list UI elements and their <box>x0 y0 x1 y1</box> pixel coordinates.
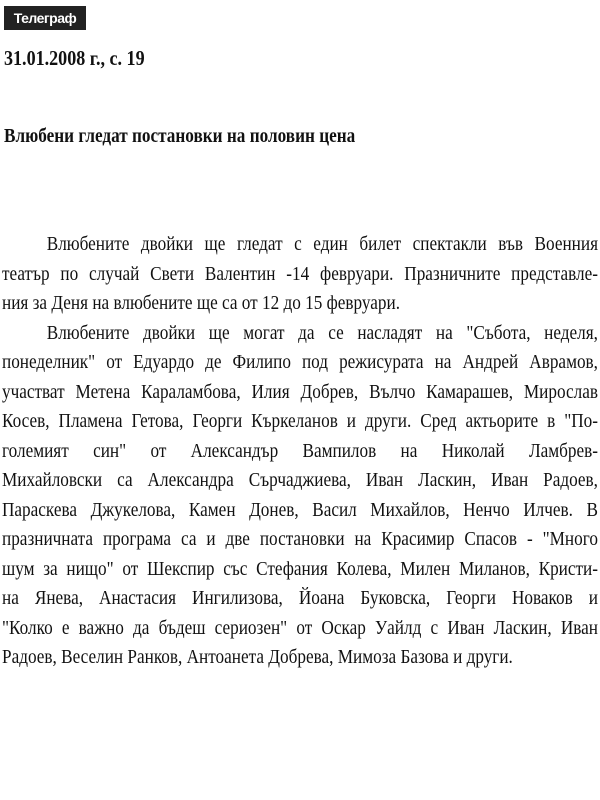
article-headline: Влюбени гледат постановки на половин цена <box>4 125 356 147</box>
text-line: шум за нищо" от Шекспир със Стефания Колева, Милен Миланов, Кристи- <box>2 557 598 580</box>
article-paragraph-1 <box>2 230 598 319</box>
text-line: Влюбените двойки ще могат да се насладят на "Събота, неделя, <box>46 321 598 344</box>
article-body <box>2 230 598 673</box>
publication-dateline: 31.01.2008 г., с. 19 <box>4 46 145 70</box>
article-paragraph-2 <box>2 319 598 673</box>
text-line: Параскева Джукелова, Камен Донев, Васил Михайлов, Ненчо Илчев. В <box>2 498 598 521</box>
text-line: Влюбените двойки ще гледат с един билет спектакли във Военния <box>46 233 598 255</box>
text-line: Михайловски са Александра Сърчаджиева, Иван Ласкин, Иван Радоев, <box>2 469 598 491</box>
text-line: празничната програма са и две постановки на Красимир Спасов - "Много <box>2 528 598 550</box>
text-line: големият син" от Александър Вампилов на Николай Ламбрев- <box>2 439 598 462</box>
text-line: Косев, Пламена Гетова, Георги Къркеланов и други. Сред актьорите в "По- <box>2 410 598 432</box>
text-line: театър по случай Свети Валентин -14 февруари. Празничните представле- <box>2 262 598 285</box>
text-line: на Янева, Анастасия Ингилизова, Йоана Буковска, Георги Новаков и <box>2 587 598 609</box>
text-line: ния за Деня на влюбените ще са от 12 до 15 февруари. <box>2 292 401 314</box>
text-line: "Колко е важно да бъдеш сериозен" от Оскар Уайлд с Иван Ласкин, Иван <box>2 616 598 639</box>
text-line: понеделник" от Едуардо де Филипо под режисурата на Андрей Аврамов, <box>2 351 598 373</box>
newspaper-logo <box>4 6 86 30</box>
newspaper-logo-text: Телеграф <box>13 10 77 26</box>
text-line: участват Метена Караламбова, Илия Добрев, Вълчо Камарашев, Мирослав <box>2 380 598 403</box>
text-line: Радоев, Веселин Ранков, Антоанета Добрева, Мимоза Базова и други. <box>2 646 513 668</box>
